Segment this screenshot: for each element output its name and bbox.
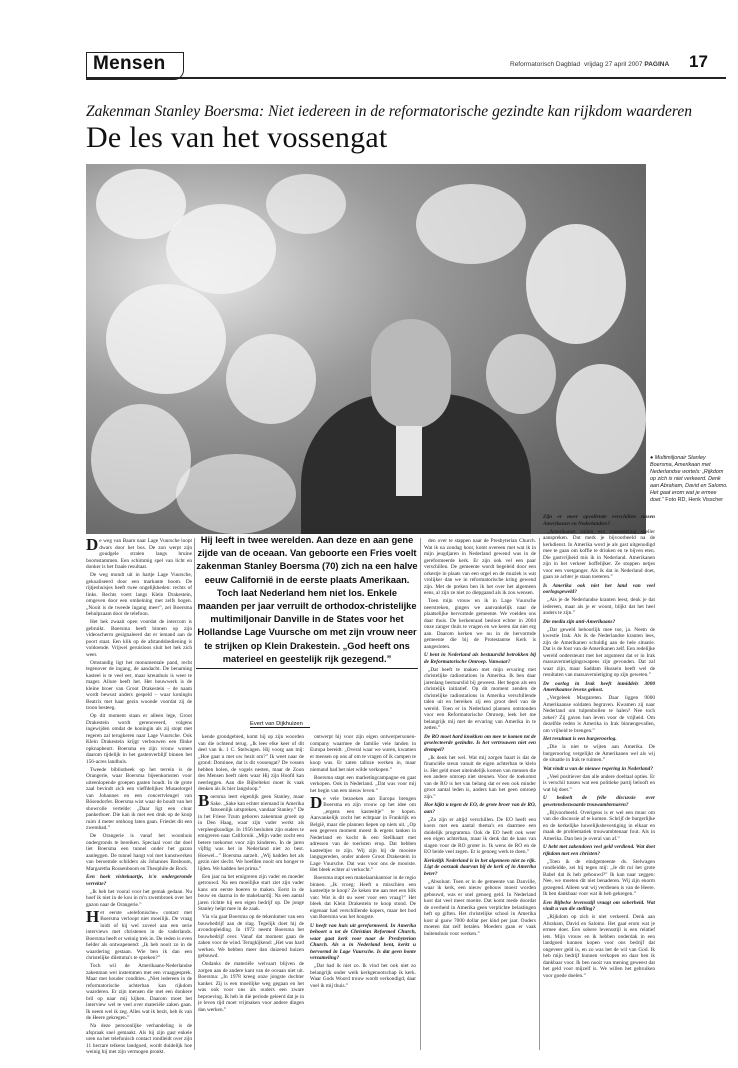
body-paragraph xyxy=(543,914,655,979)
body-paragraph xyxy=(543,744,655,764)
interview-question xyxy=(424,652,536,665)
paragraph-text: U bent in Nederland als bestuurslid betrokken bij de Reformatorische Omroep. Vanwaar? xyxy=(424,652,536,665)
interview-question xyxy=(310,923,416,962)
body-paragraph xyxy=(424,538,536,597)
paragraph-text: Toch wil de Amerikaans-Nederlandse zakenman wel instemmen met een vraaggesprek. Maar met houder condities. „Niet iedereen in de reformatorische achterban kan rijkdom waarderen. Er zijn mensen die met een donkere bril op naar mij kijken. Daarom moet het interview wel te veel over materiële zaken gaan. Ik neem wel ik zeg. Alles wat ik bezit, heb ik van de Heere gekregen.” xyxy=(86,963,192,1021)
body-paragraph xyxy=(543,695,655,734)
column-rule xyxy=(420,538,421,1050)
body-paragraph xyxy=(86,572,192,618)
drop-cap: H xyxy=(86,906,100,926)
paragraph-text: Zijn er meer opvallende verschillen tussen Amerikanen en Nederlanders? xyxy=(543,514,655,527)
body-paragraph xyxy=(86,535,192,571)
paragraph-text: den over te stappen naar de Presbyterian Church. Wat ik na zondag hoor, komt overeen met wat ik in mijn jeugdjaren in Nederland gewend was in de gereformeerde kerk. Er zijn ook vel een paar verschillen. De gemeente wordt begeleid door een orkestje in plaats van een orgel en de muziek is wat vrolijker dan we in reformatorische kring gewend zijn. Met de preken ben ik het over het algemeen eens, al zijn ze niet zo diepgaand als ik zou wensen. xyxy=(424,538,536,596)
interview-question xyxy=(543,844,655,857)
body-paragraph xyxy=(543,774,655,794)
body-paragraph xyxy=(86,619,192,658)
drop-cap: D xyxy=(310,792,323,812)
body-paragraph xyxy=(310,963,416,989)
article-kicker: Zakenman Stanley Boersma: Niet iedereen in de reformatorische gezindte kan rijkdom waarderen xyxy=(86,103,692,120)
body-paragraph xyxy=(86,833,192,872)
body-paragraph xyxy=(86,889,192,909)
body-paragraph xyxy=(198,734,304,793)
page-label: PAGINA xyxy=(644,61,670,68)
interview-question xyxy=(86,874,192,887)
paragraph-text: Omstandig ligt het monumentale pand, recht tegenover de ingang, de aandacht. De benaming kasteel is te veel eer, maar kreunhuis is weer te mager. Allure heeft het. Het bouwwerk is de kleine broer van Groot Drakestein – de naam wordt bewust anders gespeld – waar koningin Beatrix met haar gezin woonde voordat zij de troon besteeg. xyxy=(86,659,192,711)
paragraph-text: Een Bijbelse levensstijl vraagt om soberheid. Wat vindt u van die stelling? xyxy=(543,899,655,912)
pull-quote-text: Hij leeft in twee werelden. Aan deze en aan gene zijde van de oceaan. Van geboorte een Fries voelt zakenman Stanley Boersma (70) zich na een halve eeuw Californië in de eerste plaats Amerikaan. Toch laat Nederland hem niet los. Enkele maanden per jaar verruilt de orthodox-christelijke multimiljonair Danville in de States voor het Hollandse Lage Vuursche om met zijn vrouw neer te strijken op Klein Drakestein. „God heeft ons materieel en geestelijk rijk gezegend.” xyxy=(196,535,418,664)
page-number: 17 xyxy=(689,52,708,71)
author-byline: Evert van Dijkhuizen xyxy=(250,721,310,728)
date: vrijdag 27 april 2007 xyxy=(584,61,643,68)
paragraph-text: Hoe kijkt u tegen de EO, de grote broer van de RO, aan? xyxy=(424,802,536,815)
interview-question xyxy=(424,734,536,754)
paragraph-text: „Vergeleek Margareten. Daar liggen 9000 Amerikaanse soldaten begraven. Kwamen zij naar Nederland om tulpenbollen te halen? Nee toch zeker? Zij gaven hun leven voor de vrijheid. Om dezelfde reden is Amerika in Irak binnengevallen, om vrijheid te brengen.” xyxy=(543,695,655,734)
body-paragraph xyxy=(543,529,655,581)
paragraph-text: ontwerpt hij voor zijn eigen ontwerpersonen-company waarmee de familie vele landen in Europa bereidt. „Overal waar we waren, kwamen er mensen op ons af om te vragen of ik campen te koop was. Er zaten talloze werken in, maar niemand had het niet wilde verkopen.” xyxy=(310,734,416,773)
column-3 xyxy=(310,734,416,1050)
drop-cap: B xyxy=(198,791,210,810)
paragraph-text: Is Amerika ook niet het land van veel oorlogsgeweld? xyxy=(543,582,655,595)
body-paragraph xyxy=(198,914,304,960)
column-5 xyxy=(543,512,655,1050)
interview-question xyxy=(543,619,655,626)
paragraph-text: Een hoek visitekaartje, is'n ondergeronde verrekte? xyxy=(86,874,192,887)
interview-question xyxy=(543,514,655,527)
paragraph-text: Boersma stapt een marketingcampagne en gaat verkopen. Ook in Nederland. „Dat was voor mij het begin van een nieuw leven.” xyxy=(310,774,416,794)
paragraph-text: e vele bezoeken aan Europa brengen Boersma en zijn vrouw op het idee om ,,ergens een kasteeltje” te kopen. Aanvankelijk zocht het echtpaar in Frankrijk en België, maar die plannen liepen op niets uit. „Op een gegeven moment moest ik ergens tanken in Nederland en kocht ik een Stellkaart met adressen van de toeristen erop. Dat hebben kasteeltjes te zijn. Wij zijn bij de mooiste langsgereden, onder andere Groot Drakestein in Lage Vuursche. Dat was voor ons de mooiste. Het bleek echter al verkocht.” xyxy=(310,795,416,873)
paragraph-text: Boersma stapt een makelaarskantoor in de regio binnen. „Ik vroeg: Heeft u misschien een kasteeltje te koop? Ze keken me aan met een blik van: Wat is dit nu weer voor een vraag?” Het bleek dat Klein Drakestein te koop stond. De eigenaar had verschillende kopers, maar het bod van Boersma was het hoogste. xyxy=(310,875,416,920)
body-paragraph xyxy=(543,597,655,617)
paragraph-text: e weg van Baarn naar Lage Vuursche loopt dwars door het bos. De zon werpt zijn goudgele stralen langs bruine boomstammen. Een schimmig spel van licht en donker is het fraaie resultaat. xyxy=(86,538,192,570)
body-paragraph xyxy=(310,775,416,795)
paragraph-text: „Amerikanen zullen een vreemdeling sneller aanspreken. Dat merk je bijvoorbeeld na de kerkdienst. In Amerika word je als gast uitgenodigd mee te gaan om koffie te drinken en te bijven eten. Die gastvrijheid mis ik in Nederland. Amerikanen zijn in het verkeer hoffelijker. Ze stoppen netjes voor een voetganger. Als ik dat in Nederland doet, gaan ze achter je staan toeteren.” xyxy=(543,528,655,580)
body-paragraph xyxy=(310,792,416,874)
paragraph-text: Toen mijn vrouw en ik in Lage Vuursche neerstreken, gingen we aanvankelijk naar de plaatselijke hervormde gemeente. We voelden ons daar thuis. De kerkenraad besloot echter in 2004 onze zanger thuis te vragen en we keren dat niet erg aan. Daarom kerken we nu in de hervormde gemeente die bij de Protestantse Kerk is aangesloten. xyxy=(424,598,536,650)
paragraph-text: Op dit moment staan er alleen lege, Groot Drakestein wordt gerenoveerd, volgens ingewijden omdat de koningin als zij stopt met regeren zal terugkeren naar Lage Vuursche. Ook Klein Drakestein krijgt verbouwen een flinke opknapbeurt. Boersma en zijn vrouw wonen daarom tijdelijk in het gastenverblijf binnen het 156-acres landhuis. xyxy=(86,713,192,765)
body-paragraph xyxy=(424,667,536,732)
body-paragraph xyxy=(86,767,192,832)
interview-question xyxy=(543,795,655,808)
body-paragraph xyxy=(543,810,655,843)
bullet-icon: ● xyxy=(650,455,654,461)
caption-text: Multimiljonair Stanley Boersma, Amerikaan met Nederlandse wortels: „Rijkdom op zich is niet verkeerd. Denk aan Abraham, David en Salomo. Het gaat erom wat je ermee doet.” xyxy=(650,455,728,503)
body-paragraph xyxy=(198,791,304,872)
interview-question xyxy=(543,900,655,913)
date-line xyxy=(584,61,669,68)
paragraph-text: Ondanks de materiële welvaart blijven de zorgen aan de andere kant van de oceaan niet uit. Boersma: „In 1978 kreeg onze jongste dochter kanker. Zij is een moeilijke weg gegaan en het was ook voor ons als ouders een zware beproeving. Ik heb in die periode geleerd dat je in je leven tijd moet vrijmaken voor andere dingen dan werken.” xyxy=(198,961,304,1013)
paragraph-text: „Ik denk het wel. Wat mij zorgen baart is dat de financiële steun vanuit de eigen achterban te klein is. Het geld moet uiteindelijk komen van mensen die een andere omroep niet steunen. Voor de toekomst van de RO is het van belang dat er een ook minder groot aantal leden is, anders kan het geen omroep zijn.” xyxy=(424,754,536,800)
body-paragraph xyxy=(310,875,416,921)
paragraph-text: U heeft van huis uit gereformeerd. In Amerika behoort u tot de Christian Reformed Church, waar gaat kerk voor naar de Presbyterian Church. Als u in Nederland bent, kerkt u hervormd in Lage Vuursche. Is dat geen bonte verzameling? xyxy=(310,922,416,961)
paragraph-text: oersma leert eigenlijk geen Stanley, maar Sake. „Sake kan echter niemand in Amerika fatsoenlijk uitspreken, vandaar Stanley.” De in het Friese Tzum geboren zakenman groeit op in Den Haag, waar zijn vader werkt als verpleegkundige. In 1956 besluiten zijn ouders te emigreren naar Californië. „Mijn vader zocht een betere toekomst voor zijn kinderen. In de jaren vijftig was het in Nederland niet zo best. Hoewel...” Boersma aarzelt. „Wij hadden het als gezin niet slecht. We hoefden nooit om honger te lijden. We hadden het prima.” xyxy=(198,794,304,872)
section-label xyxy=(86,52,184,80)
column-rule xyxy=(539,538,540,1050)
pull-quote xyxy=(196,534,418,669)
paragraph-text: „Als je de Nederlandse kranten leest, denk je dat iedereen, maar als je er woont, blijkt dat het heel anders te zijn.” xyxy=(543,597,655,616)
pull-quote-rule xyxy=(196,668,418,669)
interview-question xyxy=(424,858,536,878)
body-paragraph xyxy=(543,627,655,679)
paragraph-text: „Ik heb het vooral voor het gemak gedaan. Nu hoef ik niet in de kou in m'n zwembroek over het gazon naar de Orangerie.” xyxy=(86,888,192,908)
paragraph-text: „Dat heeft te maken met mijn ervaring met christelijke radiostations in Amerika. Ik ben daar jarenlang bestuurslid bij geweest. Het begon als een christelijk initiatief. Op dit moment zenden de christelijke radiostations in Amerika verschillende talen uit en bereiken zij een groot deel van de wereld. Toen er in Nederland plannen ontstonden voor een Reformatorische Omroep, leek het me belangrijk mij met de ervaring van Amerika in te zetten.” xyxy=(424,666,536,731)
column-4 xyxy=(424,538,536,1050)
paragraph-text: De RO moet hard knokken om mee te komen tot de geselecteerde gezindte. Is het vertrouwen niet een drempel? xyxy=(424,733,536,753)
paragraph-text: „Toen ik de eindgemeente ds. Stelwagen rondleidde, zei hij tegen mij: „Je dit rui het grote Babel dat ik heb gebouwd?” Ik kan naar zeggen: Nee, we moeten dit niet benaderen. Wij zijn enorm gezegend. Alleen wat wij verdienen is van de Heere. Ik ben dankbaar voor wat ik heb gekregen.” xyxy=(543,858,655,897)
body-paragraph xyxy=(310,734,416,773)
paragraph-text: „Veel positiever dan alle andere doeltaal opties. Er is verschil tussen wat een politieke partij belooft en wat hij doet.” xyxy=(543,773,655,793)
column-2 xyxy=(198,734,304,1050)
body-paragraph xyxy=(543,859,655,898)
paragraph-text: Een jaar na het emigreren zijn vader en moeder getrouwd. Na een moeilijke start ziet zijn vader kans om eerste boeren te maken. Eerst in de bouw en daarna in de makelaardij. Na een aantal jaren richtte hij een eigen bedrijf op. De jonge Stanley helpt mee in de zaak. xyxy=(198,873,304,912)
photo-credit: Foto RD, Henk Visscher xyxy=(665,497,724,503)
body-paragraph xyxy=(86,713,192,765)
column-rule xyxy=(194,538,195,1050)
body-paragraph xyxy=(86,906,192,962)
body-paragraph xyxy=(86,1023,192,1056)
body-paragraph xyxy=(424,755,536,801)
paragraph-text: Via via gaat Boersma op de tekenlumer van een bouwbedrijf aan de slag. Tegelijk doet hij de avondopleiding. In 1972 neemt Boersma het bouwbedrijf over. Vanaf dat moment gaan de zaken voor de wind. Terugkijkend: „Het was hard werken. We hebben meer dan duizend huizen gebouwd. xyxy=(198,914,304,959)
paragraph-text: De Orangerie is vanaf het woonhuis ondergronds te bereiken. Speciaal voor dat doel liet Boersma een tunnel onder het gazon aanleggen. De tunnel hangt vol met kunstwerken van beroemde schilders als Johannes Bosboom, Margaretha Rossenboom en Theophile de Bock. xyxy=(86,833,192,872)
interview-question xyxy=(543,583,655,596)
interview-question xyxy=(424,802,536,815)
paragraph-text: „Dat geweld behoorlijk mee toe, ja. Neem de kwestie Irak. Als ik de Nederlandse kranten lees, zijn de Amerikanen schuldig aan de hele situatie. Dat is de fout van de Amerikanen zelf. Een redelijke wereld ondersteunt met het argument dat er in Irak massavernietigingswapens zijn gevonden. Dat zal waar zijn, maar Saddam Hussein heeft wel de resultaten van massavernietiging op zijn geweten.” xyxy=(543,626,655,678)
portrait-photo xyxy=(86,164,646,534)
paragraph-text: „Absoluut. Toen er in de gemeente van Danville, waar ik kerk, een nieuw gebouw moest worden gebouwd, was er snel genoeg geld. In Nederland kost dat veel meer moeite. Dat komt mede doordat de overheid in Amerika geen verplichte belastingen heft op giften. Het christelijke school in Amerika kost al gauw 7000 dollar per kind per jaar. Ouders moeten dat zelf betalen. Moeders gaan er vaak buitenshuis voor werken.” xyxy=(424,878,536,937)
paragraph-text: „Rijkdom op zich is niet verkeerd. Denk aan Abraham, David en Salomo. Het gaat erom wat je ermee doet. Een sobere levensstijl is een relatief iets. Mijn vrouw en ik hebben onderdak in een landgoed kunnen kopen voor ons bedrijf dat ongeveer geld is, en zo was het de wil van God. Ik heb mijn bedrijf kunnen verkopen en daar ben ik dankbaar voor. Ik ben nooit van mening geweest dat het geld voor mijzelf is. We willen het gebruiken voor goede doelen.” xyxy=(543,914,655,979)
paragraph-text: Tweede bibliotheek op het terrein is de Orangerie, waar Boersma bijeenkomsten voor uiteenlopende groepen gasten houdt. In de grote zaal bevindt zich een vieffdelijkes Musaelorgel van Johannes en een concertvleugel van Bösendorfer. Boersma wist waar de houdt van het showrolle vertelde: „Daar ligt een cluur pankerboer. Die kan ik met een druk op de knop ruim 4 meter omhoog laten gaan. Frieslet dit een zwembad.” xyxy=(86,766,192,831)
paragraph-text: Het resultaat is een burgeroorlog. xyxy=(543,736,617,742)
paragraph-text: Na deze persoonlijke verhandeling is de afspraak snel gemaakt. Als hij zijn gast enkele uren na het telefonisch contact rondleidt over zijn 11 hectare telkens landgoed, wordt duidelijk hoe weinig hij met zijn vermogen pronkt. xyxy=(86,1023,192,1055)
photo-caption xyxy=(650,455,730,504)
interview-question xyxy=(543,766,655,773)
paragraph-text: „Zo zijn er altijd verschillen. De EO heeft een koers met een aantal thema's en daarmee een duidelijk programma. Ook de EO heeft ook weer een eigen achterban, maar ik denk dat de kans van slagen voor de RO groter is. Ik wens de RO en de EO beide veel zegen. Er is genoeg werk te doen.” xyxy=(424,816,536,855)
body-paragraph xyxy=(424,879,536,938)
masthead-rule xyxy=(86,77,726,79)
body-paragraph xyxy=(424,817,536,856)
column-1 xyxy=(86,535,192,1055)
paragraph-text: „Bijvoorbeeld. Overigens is er wel een muur om van die discussie af te komen. Schrijf de burgerlijke en de kerkelijke huwelijksbevestiging in elkaar en maak de problematiek trouwambtenaar fout. Als in Amerika. Dan ben je overal van af.” xyxy=(543,809,655,842)
paragraph-text: De oorlog in Irak heeft inmiddels 3000 Amerikaanse levens gekost. xyxy=(543,680,655,693)
paragraph-text: et eerste «telefonische» contact met Boersma verloopt niet moeilijk. De vraag luidt of hij wel zoveel aan een serie interviews met christenen in de vaderlands. Boersma heeft er weinig trek in. De reden is even helder als ontwapenend: „Ik heb nooit zo in de waardering gestaan. Wie ben ik dan een christelijke dilemma's te spreken?” xyxy=(86,909,192,961)
interview-question xyxy=(543,681,655,694)
paragraph-text: Het hek zwaait open voordat de intercom is gebruikt. Boersma heeft binnen op zijn videoscherm gesignaleerd dat er iemand aan de poort staat. Een klik op de afstandsbediening is voldoende. Vrijwel geruisloos sluit het hek zich weer. xyxy=(86,619,192,658)
paragraph-text: U bedoelt de felle discussie over gewetensbezwaarde trouwambtenaren? xyxy=(543,795,655,808)
paragraph-text: De weg mondt uit in hartje Lage Vuursche, gekoaliseerd door een markante boom. De rijtjeshuisjes heeft twee ongelijkheden: rechts of links. Rechts voert langs Klein Drakestein, omgeven door een omheining met zelfs bogen. „Nooit is de tweede ingang meer”, zei Boersma behulpzaam door de telefoon. xyxy=(86,572,192,617)
body-paragraph xyxy=(198,961,304,1013)
body-paragraph xyxy=(86,963,192,1022)
drop-cap: D xyxy=(86,535,99,554)
paragraph-text: U hebt met zakendoen veel geld verdiend. Wat doet rijkdom met een christen? xyxy=(543,844,655,857)
paragraph-text: Kerkelijk Nederland is in het algemeen niet zo rijk. Ligt de oorzaak daarvan bij de kerk of in Amerika beter? xyxy=(424,857,536,877)
section-title: Mensen xyxy=(93,53,166,74)
paragraph-text: Die media zijn anti-Amerikaans? xyxy=(543,618,616,625)
interview-question xyxy=(543,736,655,743)
body-paragraph xyxy=(424,598,536,650)
paragraph-text: „Dat had ik niet zo. Ik vind het ook niet zo belangrijk onder welk kerkgenootschap ik kerk. Waar Gods Woord trouw wordt verkondigd, daar voel ik mij thuis.” xyxy=(310,963,416,989)
paragraph-text: Wat vindt u van de nieuwe regering in Nederland? xyxy=(543,765,653,772)
body-paragraph xyxy=(86,660,192,712)
paragraph-text: kende grondgebied, komt hij op zijn woorden van die ochtend terug. „Ik lees elke keer of dit deel van ik. 1 C. Stelwagen. Hij voorg aan mij: „Hoe gaat u met uw bezit om?” Ik weet naar de grond: Dominee, dat is dit vossengat? De vossen hebben holen, de vogels nesten, maar de Zoon des Mensen heeft niets waar Hij zijn Hoofd kan neerleggen. Aan die Bijbeltekst moet ik vaak denken als ik hier langsloop.” xyxy=(198,734,304,792)
paragraph-text: „Die is niet te wijten aan Amerika. De burgeroorlog vergelijkt de Amerikanen wel als wij de situatie in Irak te ruimen.” xyxy=(543,744,655,763)
paper-name: Reformatorisch Dagblad xyxy=(510,61,581,68)
body-paragraph xyxy=(198,874,304,913)
article-headline: De les van het vossengat xyxy=(86,121,388,154)
